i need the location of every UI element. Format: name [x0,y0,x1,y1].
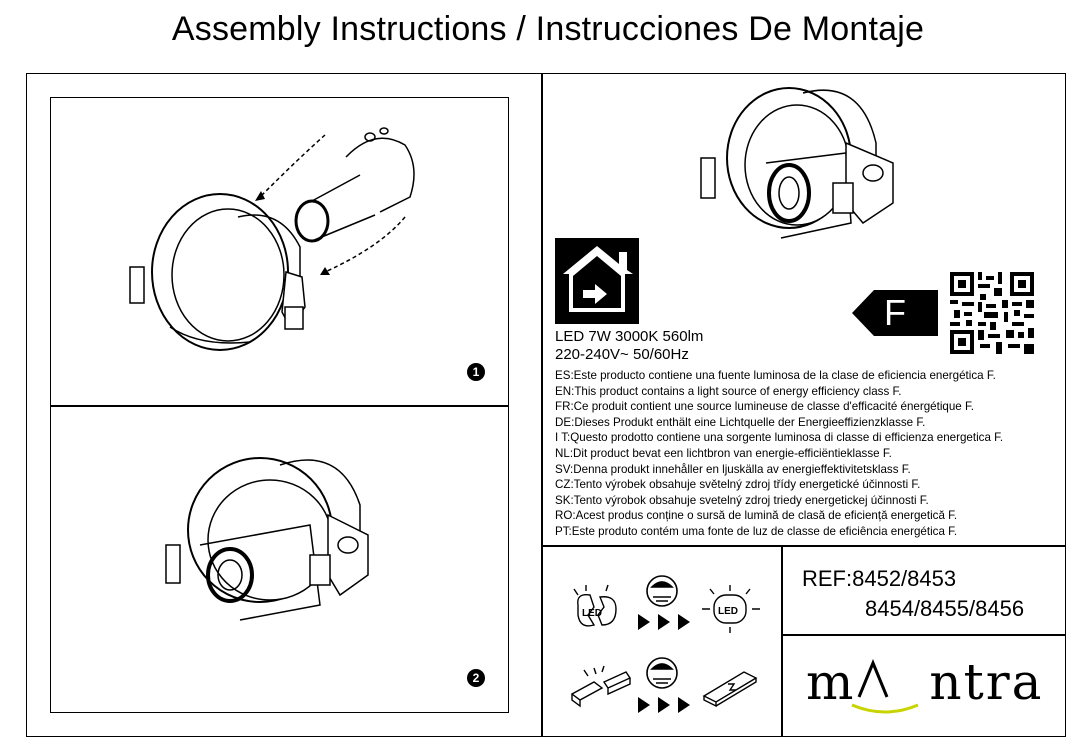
step-1-illustration [50,97,509,407]
step-2-badge: 2 [467,669,485,687]
brand-logo [806,652,1043,712]
spec-line-2: 220-240V~ 50/60Hz [555,346,689,363]
statement-cz: CZ:Tento výrobek obsahuje světelný zdroj třídy energetické účinnosti F. [555,478,921,492]
statement-de: DE:Dieses Produkt enthält eine Lichtquelle der Energieeffizienzklasse F. [555,415,926,429]
statement-pt: PT:Este produto contém uma fonte de luz de classe de eficiência energética F. [555,524,958,538]
reference-line-1: REF:8452/8453 [802,566,957,591]
divider-horizontal-1 [541,545,1066,547]
electrician-icon-2 [642,655,682,691]
divider-horizontal-2 [781,634,1066,636]
statement-es: ES:Este producto contiene una fuente luminosa de la clase de eficiencia energética F. [555,369,996,382]
statement-sk: SK:Tento výrobok obsahuje svetelný zdroj triedy energetickej účinnosti F. [555,493,929,507]
brand-logo-right: ntra [929,653,1044,711]
broken-driver-icon [568,664,632,708]
electrician-icon [642,573,682,609]
statement-en: EN:This product contains a light source of energy efficiency class F. [555,384,902,398]
statement-sv: SV:Denna produkt innehåller en ljuskälla av energieffektivitetsklass F. [555,462,911,476]
qr-code-icon [950,272,1034,354]
energy-class-letter: F [884,292,906,333]
brand-logo-lambda-icon [855,659,891,699]
page-title: Assembly Instructions / Instrucciones De Montaje [171,10,925,48]
brand-logo-smile-icon [850,703,920,717]
step-2-illustration [50,405,509,713]
product-illustration [541,73,1066,243]
energy-statements [555,368,1003,540]
brand-logo-left: m [806,653,856,711]
statement-it: I T:Questo prodotto contiene una sorgente luminosa di classe di efficienza energetica F. [555,431,1004,445]
sequence-arrows-icon [638,614,692,630]
statement-nl: NL:Dit product bevat een lichtbron van energie-efficiëntieklasse F. [555,446,892,460]
broken-led-icon [568,585,628,633]
divider-vertical-2 [781,545,783,737]
broken-led-label: LED [582,608,602,619]
led-replacement-icon [702,585,760,633]
statement-ro: RO:Acest produs conține o sursă de lumină de clasă de eficiență energetică F. [555,509,958,523]
driver-replacement-icon [700,664,760,706]
house-energy-icon [555,238,639,324]
statement-fr: FR:Ce produit contient une source lumineuse de classe d'efficacité énergétique F. [555,400,974,414]
step-1-badge: 1 [467,363,485,381]
sequence-arrows-icon-2 [638,697,692,713]
reference-line-2: 8454/8455/8456 [865,596,1025,621]
spec-line-1: LED 7W 3000K 560lm [555,328,704,345]
led-label: LED [718,606,738,617]
